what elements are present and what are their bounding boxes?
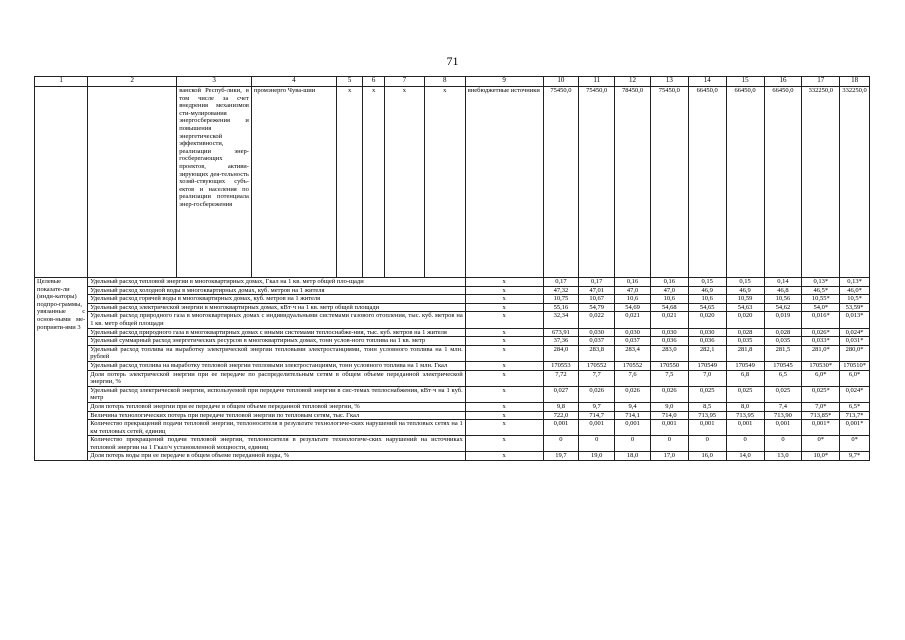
value-cell: 0,030	[688, 328, 726, 337]
page-number: 71	[446, 54, 459, 68]
value-cell: 10,55*	[802, 295, 840, 304]
value-cell: 13,0	[764, 452, 802, 461]
value-cell: 283,0	[650, 345, 688, 361]
value-cell: 713,85*	[802, 411, 840, 420]
indicator-mark-cell: х	[465, 420, 543, 436]
value-cell: 10,5*	[840, 295, 870, 304]
value-cell: 19,7	[543, 452, 579, 461]
indicator-name-cell: Удельный суммарный расход энергетических ресурсов в многоквартирных домах, тонн услов-ного топлива на 1 кв. метр	[88, 337, 466, 346]
value-cell: 17,0	[650, 452, 688, 461]
value-cell: 0,026	[579, 386, 615, 402]
indicator-mark-cell: х	[465, 436, 543, 452]
value-cell: 10,6	[615, 295, 651, 304]
value-cell: 170550	[650, 361, 688, 370]
funding-source-cell: внебюджетные источники	[465, 87, 543, 278]
table-row	[35, 345, 870, 361]
value-cell: 53,59*	[840, 303, 870, 312]
indicator-mark-cell: х	[465, 286, 543, 295]
value-cell: 32,34	[543, 312, 579, 328]
value-cell: 0,001	[726, 420, 764, 436]
indicator-name-cell: Количество прекращений подачи тепловой энергии, теплоносителя в результате технологиче-ских нарушений на тепловых сетях на 1 км тепловых сетей, единиц	[88, 420, 466, 436]
indicator-name-cell: Удельный расход холодной воды в многоквартирных домах, куб. метров на 1 жителя	[88, 286, 466, 295]
section-label-cell: Целевые показате-ли (инди-каторы) подпро-граммы, увязанные с основ-ными ме-роприяти-ями 3	[35, 278, 88, 461]
column-number-header: 5	[336, 77, 363, 87]
value-cell: 10,67	[579, 295, 615, 304]
indicator-name-cell: Удельный расход электрической энергии в многоквартирных домах, кВт·ч на 1 кв. метр общей площади	[88, 303, 466, 312]
value-cell: 0,025	[688, 386, 726, 402]
value-cell: 8,5	[688, 402, 726, 411]
value-cell: 0,021	[615, 312, 651, 328]
value-cell: 0,036	[688, 337, 726, 346]
value-cell: 0,030	[650, 328, 688, 337]
column-number-header: 3	[177, 77, 252, 87]
table-row	[35, 411, 870, 420]
value-cell: 0	[615, 436, 651, 452]
value-cell: 54,68	[650, 303, 688, 312]
value-cell: 0,14	[764, 278, 802, 287]
column-number-header: 4	[251, 77, 336, 87]
value-cell: 0*	[840, 436, 870, 452]
column-number-header: 18	[840, 77, 870, 87]
indicator-name-cell: Доля потерь электрической энергии при ее передаче по распределительным сетям в общем объеме переданной электрической энергии, %	[88, 370, 466, 386]
value-cell: 0,016*	[802, 312, 840, 328]
value-cell: 0,001	[579, 420, 615, 436]
value-cell: 0	[650, 436, 688, 452]
header-row	[35, 77, 870, 87]
value-cell: 7,0*	[802, 402, 840, 411]
column-number-header: 8	[424, 77, 465, 87]
value-cell: 713,7*	[840, 411, 870, 420]
value-cell: 0,020	[726, 312, 764, 328]
value-cell: 6,5*	[840, 402, 870, 411]
value-cell: 10,6	[688, 295, 726, 304]
table-row	[35, 286, 870, 295]
table-row	[35, 420, 870, 436]
value-cell: 283,8	[579, 345, 615, 361]
indicator-mark-cell: х	[465, 328, 543, 337]
value-cell: 10,6	[650, 295, 688, 304]
value-cell: 54,65	[688, 303, 726, 312]
value-cell: 75450,0	[650, 87, 688, 278]
indicator-name-cell: Удельный расход топлива на выработку тепловой энергии тепловыми электростанциями, тонн условного топлива на 1 млн. Гкал	[88, 361, 466, 370]
value-cell: 46,9	[688, 286, 726, 295]
value-cell: 0,021	[650, 312, 688, 328]
indicator-name-cell: Удельный расход тепловой энергии в многоквартирных домах, Гкал на 1 кв. метр общей пло-щади	[88, 278, 466, 287]
indicator-name-cell: Удельный расход природного газа в многоквартирных домах с иными системами теплоснабже-ния, тыс. куб. метров на 1 жителя	[88, 328, 466, 337]
table-row	[35, 361, 870, 370]
column-number-header: 9	[465, 77, 543, 87]
value-cell: 714,7	[579, 411, 615, 420]
value-cell: 722,0	[543, 411, 579, 420]
value-cell: 170552	[615, 361, 651, 370]
value-cell: 6,8	[726, 370, 764, 386]
column-number-header: 12	[615, 77, 651, 87]
value-cell: 0,030	[579, 328, 615, 337]
column-number-header: 15	[726, 77, 764, 87]
value-cell: 0,028	[726, 328, 764, 337]
value-cell: 10,0*	[802, 452, 840, 461]
indicator-name-cell: Удельный расход топлива на выработку электрической энергии тепловыми электростанциями, тонн условного топлива на 1 млн. рублей	[88, 345, 466, 361]
value-cell: 46,9	[726, 286, 764, 295]
indicator-name-cell: Удельный расход горячей воды в многоквартирных домах, куб. метров на 1 жителя	[88, 295, 466, 304]
column-number-header: 6	[363, 77, 384, 87]
executor-cell: промэнерго Чува-шии	[251, 87, 336, 278]
table-row	[35, 370, 870, 386]
value-cell: 0,17	[579, 278, 615, 287]
value-cell: 75450,0	[543, 87, 579, 278]
value-cell: 37,36	[543, 337, 579, 346]
value-cell: 0,16	[650, 278, 688, 287]
indicator-name-cell: Доля потерь тепловой энергии при ее передаче в общем объеме переданной тепловой энергии, %	[88, 402, 466, 411]
value-cell: 0,026	[615, 386, 651, 402]
column-number-header: 16	[764, 77, 802, 87]
value-cell: 0,001*	[802, 420, 840, 436]
value-cell: 78450,0	[615, 87, 651, 278]
value-cell: 54,0*	[802, 303, 840, 312]
value-cell: 0,17	[543, 278, 579, 287]
value-cell: 0,031*	[840, 337, 870, 346]
value-cell: 10,59	[726, 295, 764, 304]
indicator-mark-cell: х	[465, 345, 543, 361]
value-cell: 7,72	[543, 370, 579, 386]
value-cell: 75450,0	[579, 87, 615, 278]
event-description-cell: ванской Респуб-лики, в том числе за счет внедрения механизмов сти-мулирования энергосбережения и повышения энергетической эффективности, реализации энер-госберегающих проектов, активи-зирующих дея-тельность хозяй-ствующих субъ-ектов и населения по реализации потенциала энер-госбережения	[177, 87, 252, 278]
value-cell: 0,001	[650, 420, 688, 436]
column-number-header: 10	[543, 77, 579, 87]
table-row	[35, 337, 870, 346]
value-cell: 9,4	[615, 402, 651, 411]
value-cell: 0,025	[764, 386, 802, 402]
value-cell: 673,91	[543, 328, 579, 337]
value-cell: 714,1	[615, 411, 651, 420]
code-cell: х	[336, 87, 363, 278]
indicator-name-cell: Величина технологических потерь при передаче тепловой энергии по тепловым сетям, тыс. Гкал	[88, 411, 466, 420]
value-cell: 0*	[802, 436, 840, 452]
value-cell: 54,62	[764, 303, 802, 312]
column-number-header: 14	[688, 77, 726, 87]
value-cell: 9,8	[543, 402, 579, 411]
value-cell: 46,0*	[840, 286, 870, 295]
value-cell: 170545	[764, 361, 802, 370]
value-cell: 19,0	[579, 452, 615, 461]
value-cell: 284,0	[543, 345, 579, 361]
value-cell: 0,001	[543, 420, 579, 436]
table-row	[35, 295, 870, 304]
indicator-mark-cell: х	[465, 402, 543, 411]
value-cell: 0,13*	[802, 278, 840, 287]
value-cell: 0,024*	[840, 386, 870, 402]
value-cell: 0,035	[726, 337, 764, 346]
table-row	[35, 402, 870, 411]
value-cell: 332250,0	[840, 87, 870, 278]
value-cell: 713,95	[726, 411, 764, 420]
empty-cell	[88, 87, 177, 278]
indicator-mark-cell: х	[465, 386, 543, 402]
value-cell: 9,7*	[840, 452, 870, 461]
value-cell: 10,56	[764, 295, 802, 304]
value-cell: 0,035	[764, 337, 802, 346]
indicator-name-cell: Удельный расход электрической энергии, используемой при передаче тепловой энергии в сис-темах теплоснабжения, кВт·ч на 1 куб. метр	[88, 386, 466, 402]
value-cell: 54,69	[615, 303, 651, 312]
value-cell: 0,025*	[802, 386, 840, 402]
value-cell: 0,001*	[840, 420, 870, 436]
value-cell: 0,15	[726, 278, 764, 287]
value-cell: 0,16	[615, 278, 651, 287]
table-row	[35, 436, 870, 452]
column-number-header: 17	[802, 77, 840, 87]
value-cell: 55,16	[543, 303, 579, 312]
value-cell: 0	[579, 436, 615, 452]
value-cell: 6,0*	[840, 370, 870, 386]
value-cell: 0,001	[688, 420, 726, 436]
value-cell: 46,8	[764, 286, 802, 295]
value-cell: 47,0	[650, 286, 688, 295]
value-cell: 0,13*	[840, 278, 870, 287]
value-cell: 0,013*	[840, 312, 870, 328]
value-cell: 0,024*	[840, 328, 870, 337]
code-cell: х	[363, 87, 384, 278]
value-cell: 66450,0	[688, 87, 726, 278]
value-cell: 0,036	[650, 337, 688, 346]
indicator-mark-cell: х	[465, 361, 543, 370]
value-cell: 170530*	[802, 361, 840, 370]
indicator-mark-cell: х	[465, 312, 543, 328]
table-row	[35, 328, 870, 337]
value-cell: 713,95	[688, 411, 726, 420]
value-cell: 10,75	[543, 295, 579, 304]
column-number-header: 11	[579, 77, 615, 87]
value-cell: 47,01	[579, 286, 615, 295]
data-table	[34, 76, 870, 461]
table-row	[35, 303, 870, 312]
column-number-header: 1	[35, 77, 88, 87]
indicator-mark-cell: х	[465, 303, 543, 312]
value-cell: 54,79	[579, 303, 615, 312]
table-row	[35, 386, 870, 402]
value-cell: 0,025	[726, 386, 764, 402]
value-cell: 0	[764, 436, 802, 452]
indicator-name-cell: Доля потерь воды при ее передаче в общем объеме переданной воды, %	[88, 452, 466, 461]
code-cell: х	[424, 87, 465, 278]
value-cell: 170553	[543, 361, 579, 370]
value-cell: 7,4	[764, 402, 802, 411]
value-cell: 0,001	[615, 420, 651, 436]
value-cell: 46,5*	[802, 286, 840, 295]
value-cell: 714,0	[650, 411, 688, 420]
indicator-name-cell: Количество прекращений подачи тепловой энергии, теплоносителя в результате технологиче-ских нарушений на источниках тепловой энергии на 1 Гкал/ч установленной мощности, единиц	[88, 436, 466, 452]
value-cell: 0,027	[543, 386, 579, 402]
value-cell: 18,0	[615, 452, 651, 461]
indicator-mark-cell: х	[465, 452, 543, 461]
value-cell: 0,026	[650, 386, 688, 402]
column-number-header: 7	[384, 77, 424, 87]
value-cell: 170510*	[840, 361, 870, 370]
value-cell: 9,0	[650, 402, 688, 411]
value-cell: 0,026*	[802, 328, 840, 337]
value-cell: 170552	[579, 361, 615, 370]
table-row	[35, 452, 870, 461]
value-cell: 47,32	[543, 286, 579, 295]
indicator-mark-cell: х	[465, 337, 543, 346]
value-cell: 6,5	[764, 370, 802, 386]
value-cell: 281,5	[764, 345, 802, 361]
table-row	[35, 312, 870, 328]
value-cell: 283,4	[615, 345, 651, 361]
value-cell: 281,0*	[802, 345, 840, 361]
value-cell: 280,0*	[840, 345, 870, 361]
value-cell: 0,019	[764, 312, 802, 328]
indicator-name-cell: Удельный расход природного газа в многоквартирных домах с индивидуальными системами газового отопления, тыс. куб. метров на 1 кв. метр общей площади	[88, 312, 466, 328]
value-cell: 170549	[688, 361, 726, 370]
value-cell: 281,8	[726, 345, 764, 361]
value-cell: 0,030	[615, 328, 651, 337]
value-cell: 7,6	[615, 370, 651, 386]
value-cell: 713,90	[764, 411, 802, 420]
value-cell: 0,037	[615, 337, 651, 346]
value-cell: 54,63	[726, 303, 764, 312]
value-cell: 170549	[726, 361, 764, 370]
value-cell: 282,1	[688, 345, 726, 361]
value-cell: 0,15	[688, 278, 726, 287]
indicator-mark-cell: х	[465, 278, 543, 287]
table-row	[35, 278, 870, 287]
empty-cell	[35, 87, 88, 278]
value-cell: 0	[688, 436, 726, 452]
value-cell: 7,0	[688, 370, 726, 386]
value-cell: 7,7	[579, 370, 615, 386]
value-cell: 0,001	[764, 420, 802, 436]
value-cell: 6,0*	[802, 370, 840, 386]
value-cell: 8,0	[726, 402, 764, 411]
value-cell: 14,0	[726, 452, 764, 461]
table-row	[35, 87, 870, 278]
value-cell: 0,020	[688, 312, 726, 328]
column-number-header: 2	[88, 77, 177, 87]
value-cell: 66450,0	[726, 87, 764, 278]
code-cell: х	[384, 87, 424, 278]
value-cell: 47,0	[615, 286, 651, 295]
indicator-mark-cell: х	[465, 411, 543, 420]
column-number-header: 13	[650, 77, 688, 87]
value-cell: 66450,0	[764, 87, 802, 278]
value-cell: 0,022	[579, 312, 615, 328]
value-cell: 16,0	[688, 452, 726, 461]
value-cell: 7,5	[650, 370, 688, 386]
indicator-mark-cell: х	[465, 295, 543, 304]
value-cell: 0,037	[579, 337, 615, 346]
value-cell: 332250,0	[802, 87, 840, 278]
value-cell: 0	[543, 436, 579, 452]
value-cell: 0	[726, 436, 764, 452]
value-cell: 0,028	[764, 328, 802, 337]
value-cell: 9,7	[579, 402, 615, 411]
value-cell: 0,033*	[802, 337, 840, 346]
indicator-mark-cell: х	[465, 370, 543, 386]
